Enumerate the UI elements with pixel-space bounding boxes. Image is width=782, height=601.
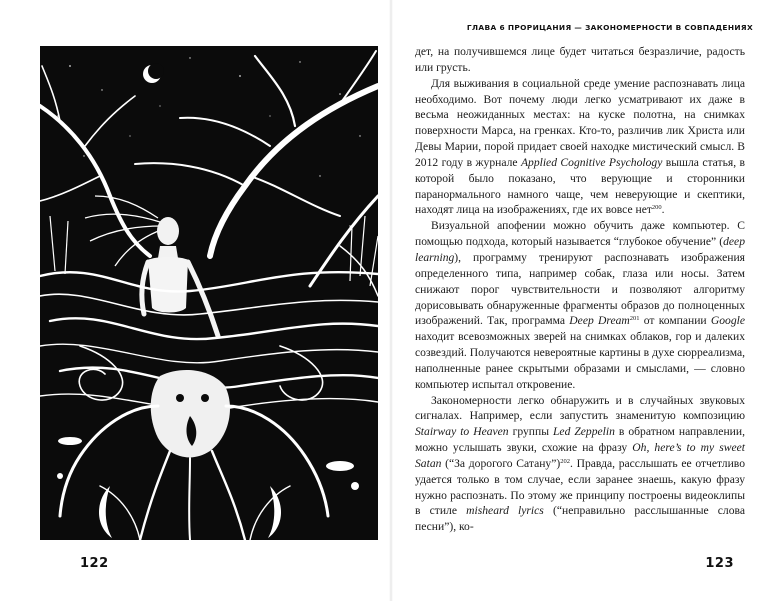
italic-text: deep learning (415, 235, 745, 264)
text-run: Для выживания в социальной среде умение распознавать лица необходимо. Вот почему люди легко усматривают их даже в весьма неожиданных местах: на куске полотна, на снимках поверхности Марса, на гренках. Кто-то, различив лик Христа или Девы Марии, порой придает своей находке мистический смысл. В 2012 году в журнале (415, 76, 745, 169)
italic-text: Google (710, 314, 745, 328)
right-page (391, 0, 782, 601)
text-run: . Правда, расслышать ее отчетливо удается только в том случае, если заранее знаешь, какую фразу нужно распознать. По этому же принципу построены видеоклипы в стиле (415, 456, 745, 518)
text-run: вышла статья, в которой было показано, что верующие и сторонники паранормального намного чаще, чем неверующие и скептики, находят лица на изображениях, где их вовсе нет (415, 155, 745, 217)
text-run: Закономерности легко обнаружить и в случайных звуковых сигналах. Например, если запустить знаменитую композицию (415, 393, 745, 423)
footnote-ref: 201 (629, 315, 640, 323)
text-run: (“За дорогого Сатану”) (441, 456, 561, 470)
paragraph (415, 218, 745, 392)
text-run: дет, на получившемся лице будет читаться безразличие, радость или грусть. (415, 45, 745, 74)
italic-text: Applied Cognitive Psychology (520, 155, 663, 169)
footnote-ref: 200 (651, 204, 662, 212)
paragraph (415, 44, 745, 76)
italic-text: misheard lyrics (466, 504, 544, 518)
text-run: (“неправильно расслышанные слова песни”), ко- (415, 504, 745, 534)
paragraph (415, 393, 745, 536)
page-number-right: 123 (705, 556, 734, 571)
italic-text: Led Zeppelin (552, 425, 615, 439)
text-run: в обратном направлении, можно услышать звуки, схожие на фразу (415, 425, 745, 455)
footnote-ref: 202 (560, 457, 570, 465)
body-text (415, 44, 745, 535)
page-number-left: 122 (80, 556, 109, 571)
text-run: от компании (639, 314, 711, 328)
paragraph (415, 76, 745, 219)
italic-text: Stairway to Heaven (415, 425, 509, 439)
running-head: ГЛАВА 6 ПРОРИЦАНИЯ — ЗАКОНОМЕРНОСТИ В СОВПАДЕНИЯХ (466, 23, 753, 32)
italic-text: Deep Dream (569, 314, 630, 328)
italic-text: Oh, here’s to my sweet Satan (415, 441, 745, 470)
illustration-image (40, 46, 378, 540)
text-run: . (661, 203, 665, 217)
text-run: ), программу тренируют распознавать изображения определенного типа, например собак, глаза или носы. Затем снижают порог чувствительности и позволяют алгоритму дорисовывать обнаруженные фрагменты образов до полноценных изображений. Так, программа (415, 250, 745, 328)
ink-illustration-icon (40, 46, 378, 540)
text-run: находит всевозможных зверей на снимках облаков, гор и далеких созвездий. Получаются невероятные картины в духе сюрреализма, наполненные ранее скрытыми образами и смыслами, — словно компьютер испытал откровение. (415, 330, 745, 391)
text-run: группы (508, 425, 553, 439)
text-run: Визуальной апофении можно обучить даже компьютер. С помощью подхода, который называется “глубокое обучение” ( (415, 219, 745, 249)
